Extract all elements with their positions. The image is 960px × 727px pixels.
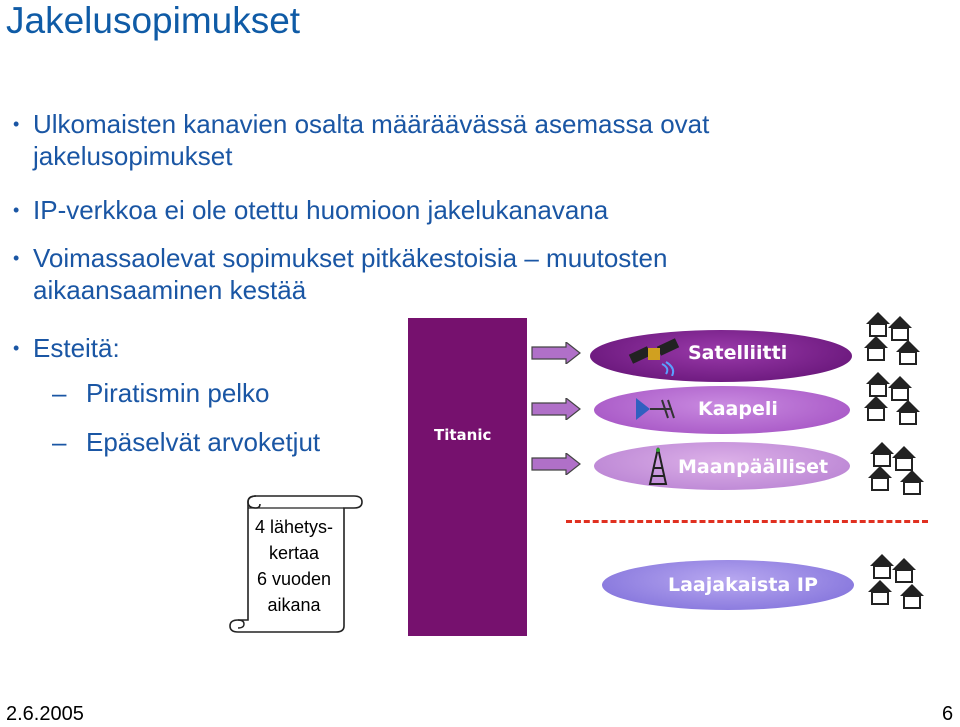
bullet-2-line1: IP-verkkoa ei ole otettu huomioon jakelukanavana [33, 195, 609, 225]
house-icon [896, 340, 920, 364]
house-icon [864, 396, 888, 420]
scroll-text [246, 514, 342, 618]
scroll-line-4: aikana [267, 595, 321, 615]
sub-bullet-1 [52, 377, 270, 409]
channel-label-maanpaalliset: Maanpäälliset [678, 456, 829, 478]
footer-date: 2.6.2005 [6, 703, 84, 725]
scroll-line-1: 4 lähetys- [254, 517, 334, 537]
channel-label-kaapeli: Kaapeli [698, 398, 778, 420]
dash-icon: – [52, 427, 67, 457]
arrow-icon [530, 453, 582, 475]
house-icon [870, 442, 894, 466]
bullet-dot-icon: • [13, 248, 20, 268]
bullet-3-line1: Voimassaolevat sopimukset pitkäkestoisia – muutosten [33, 243, 668, 273]
titanic-label: Titanic [434, 426, 492, 444]
house-cluster-4 [868, 552, 934, 614]
house-cluster-2 [864, 370, 930, 428]
house-icon [900, 470, 924, 494]
bullet-3-line2: aikaansaaminen kestää [33, 275, 307, 305]
house-cluster-1 [864, 310, 930, 368]
arrow-icon [530, 398, 582, 420]
house-icon [868, 466, 892, 490]
bullet-dot-icon: • [13, 114, 20, 134]
satellite-icon [626, 334, 686, 376]
house-icon [892, 558, 916, 582]
house-icon [866, 312, 890, 336]
scroll-line-3: 6 vuoden [256, 569, 332, 589]
bullet-1 [13, 108, 710, 172]
bullet-1-line1: Ulkomaisten kanavien osalta määräävässä asemassa ovat [33, 109, 710, 139]
titanic-source-bar [408, 318, 527, 636]
scroll-line-2: kertaa [268, 543, 320, 563]
house-icon [868, 580, 892, 604]
slide-title: Jakelusopimukset [6, 0, 301, 41]
house-icon [900, 584, 924, 608]
house-icon [888, 316, 912, 340]
house-cluster-3 [868, 440, 934, 498]
bullet-dot-icon: • [13, 200, 20, 220]
house-icon [896, 400, 920, 424]
sub-bullet-2 [52, 426, 321, 458]
tv-tower-icon [648, 446, 668, 486]
bullet-2 [13, 194, 609, 226]
dash-icon: – [52, 378, 67, 408]
arrow-icon [530, 342, 582, 364]
bullet-3 [13, 242, 668, 306]
separator-dashed-line [566, 520, 928, 523]
house-icon [870, 554, 894, 578]
bullet-1-line2: jakelusopimukset [33, 141, 233, 171]
sub-bullet-1-text: Piratismin pelko [86, 378, 270, 408]
house-icon [866, 372, 890, 396]
bullet-dot-icon: • [13, 338, 20, 358]
bullet-4-line1: Esteitä: [33, 333, 120, 363]
bullet-4 [13, 332, 120, 364]
house-icon [888, 376, 912, 400]
house-icon [892, 446, 916, 470]
dish-antenna-icon [632, 394, 680, 424]
channel-label-satelliitti: Satelliitti [688, 342, 788, 364]
house-icon [864, 336, 888, 360]
footer-page-number: 6 [942, 703, 954, 725]
channel-label-laajakaista: Laajakaista IP [668, 574, 818, 596]
sub-bullet-2-text: Epäselvät arvoketjut [86, 427, 321, 457]
